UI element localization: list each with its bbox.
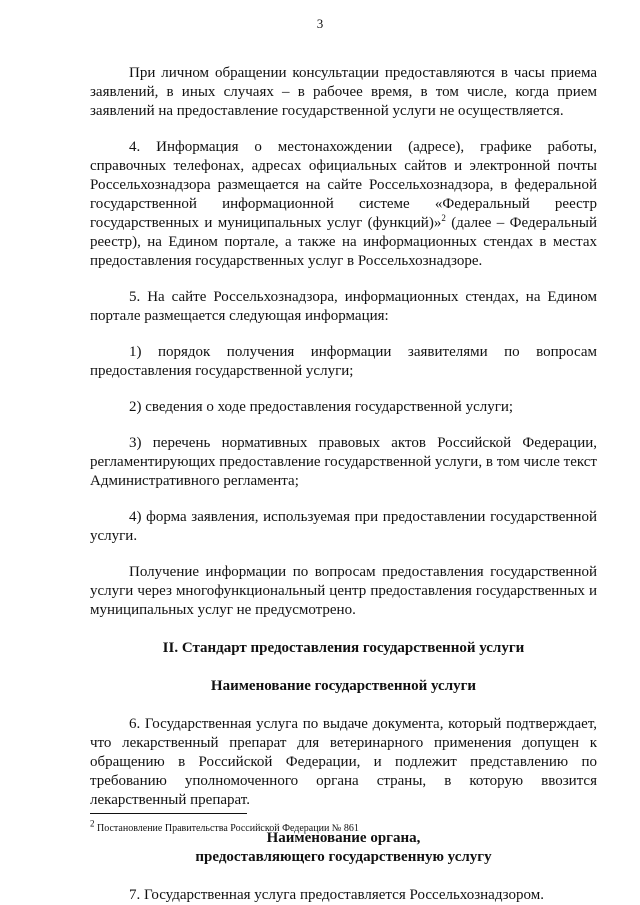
footnote-divider	[90, 813, 247, 814]
paragraph-consultation-hours: При личном обращении консультации предоставляются в часы приема заявлений, в иных случаях – в рабочее время, в том числе, когда прием заявлений на предоставление государственной услуги не осуществляется.	[90, 65, 597, 119]
paragraph-5-published-info: 5. На сайте Россельхознадзора, информационных стендах, на Едином портале размещается следующая информация:	[90, 289, 597, 324]
footnote-text: Постановление Правительства Российской Федерации № 861	[94, 823, 359, 834]
subheading-service-name: Наименование государственной услуги	[210, 678, 477, 694]
paragraph-4-tail: (далее – Федеральный реестр), на Едином портале, а также на информационных стендах в местах предоставления государственных услуг в Россельхознадзоре.	[90, 215, 597, 269]
footnote-mark: 2	[90, 818, 95, 829]
list-item-1: 1) порядок получения информации заявителями по вопросам предоставления государственной услуги;	[90, 344, 597, 379]
section-heading-standard: II. Стандарт предоставления государственной услуги	[162, 640, 525, 656]
subheading-organ-line-1: Наименование органа,	[266, 830, 421, 846]
list-item-2: 2) сведения о ходе предоставления государственной услуги;	[129, 399, 514, 415]
paragraph-6-service-description: 6. Государственная услуга по выдаче документа, который подтверждает, что лекарственный препарат для ветеринарного применения допущен к обращению в Российской Федерации, и подлежит представлению по требованию уполномоченного органа страны, в которую ввозится лекарственный препарат.	[90, 716, 597, 808]
paragraph-7-provider: 7. Государственная услуга предоставляется Россельхознадзором.	[129, 887, 544, 903]
page-number: 3	[316, 16, 324, 31]
document-body	[90, 64, 597, 905]
paragraph-4-text: 4. Информация о местонахождении (адресе), графике работы, справочных телефонах, адресах официальных сайтов и электронной почты Россельхознадзора размещается на сайте Россельхознадзора, в федеральной государственной информационной системе «Федеральный реестр государственных и муниципальных услуг (функций)»	[90, 139, 597, 231]
footnote	[90, 818, 359, 835]
footnote-reference: 2	[441, 213, 446, 223]
list-item-4: 4) форма заявления, используемая при предоставлении государственной услуги.	[90, 509, 597, 544]
paragraph-4-information-location	[90, 138, 597, 271]
paragraph-mfc-not-provided: Получение информации по вопросам предоставления государственной услуги через многофункциональный центр предоставления государственных и муниципальных услуг не предусмотрено.	[90, 564, 597, 618]
list-item-3: 3) перечень нормативных правовых актов Российской Федерации, регламентирующих предоставление государственной услуги, в том числе текст Административного регламента;	[90, 435, 597, 489]
subheading-organ-line-2: предоставляющего государственную услугу	[195, 849, 492, 865]
